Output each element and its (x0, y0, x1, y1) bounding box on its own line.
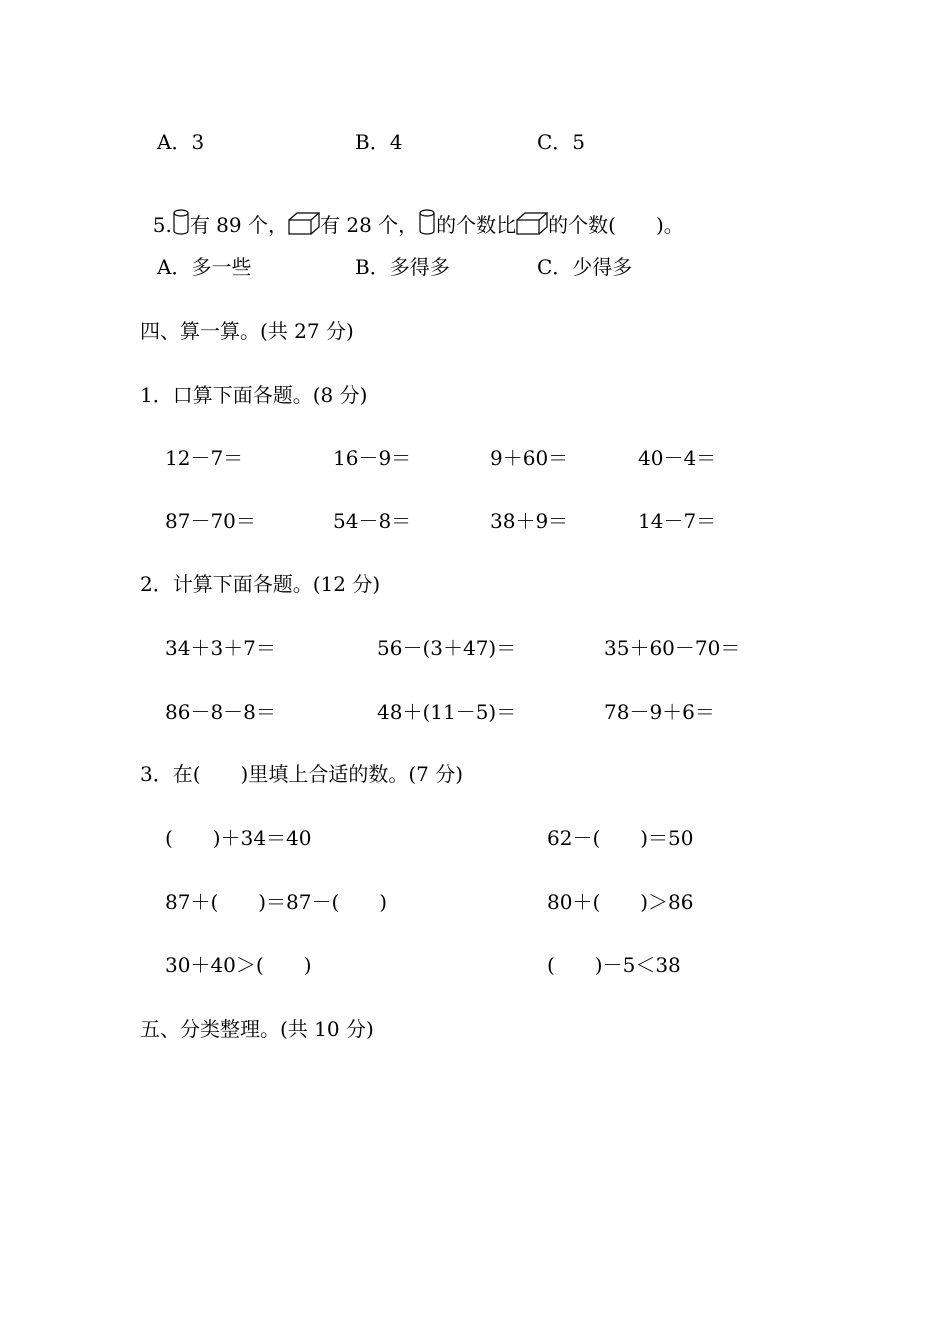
s4-q1-r1-c4: 40－4＝ (638, 446, 717, 470)
s4-q2-r1-c3: 35＋60－70＝ (604, 636, 741, 660)
cuboid-icon (516, 212, 548, 239)
section-4-title: 四、算一算。(共 27 分) (140, 319, 354, 343)
s4-q1-r1-c3: 9＋60＝ (490, 446, 569, 470)
q5-text-1: 有 89 个， (189, 213, 288, 237)
q5-text-3: 的个数比 (436, 213, 517, 237)
s4-q2-r1-c1: 34＋3＋7＝ (165, 636, 276, 660)
s4-q2-r2-c1: 86－8－8＝ (165, 700, 276, 724)
s4-q2-r1-c2: 56－(3＋47)＝ (377, 636, 517, 660)
s4-q2-title: 2．计算下面各题。(12 分) (140, 572, 381, 596)
s4-q1-r2-c4: 14－7＝ (638, 509, 717, 533)
s4-q3-r3-c1: 30＋40＞( ) (165, 953, 312, 977)
q5-text-4: 的个数( )。 (548, 213, 684, 237)
q5-text-2: 有 28 个， (319, 213, 419, 237)
s4-q2-r2-c2: 48＋(11－5)＝ (377, 700, 517, 724)
q5-number: 5. (152, 213, 172, 237)
s4-q1-r2-c2: 54－8＝ (333, 509, 412, 533)
q4-option-a: A．3 (157, 130, 205, 154)
s4-q2-r2-c3: 78－9＋6＝ (604, 700, 715, 724)
q4-option-c: C．5 (537, 130, 586, 154)
s4-q3-r2-c2: 80＋( )＞86 (547, 890, 694, 914)
s4-q1-r1-c2: 16－9＝ (333, 446, 412, 470)
q5-option-b: B．多得多 (355, 255, 450, 279)
s4-q3-r3-c2: ( )－5＜38 (547, 953, 681, 977)
q5-option-c: C．少得多 (537, 255, 633, 279)
s4-q3-r2-c1: 87＋( )＝87－( ) (165, 890, 388, 914)
section-5-title: 五、分类整理。(共 10 分) (140, 1017, 374, 1041)
s4-q1-title: 1．口算下面各题。(8 分) (140, 383, 368, 407)
s4-q3-r1-c1: ( )＋34＝40 (165, 826, 312, 850)
s4-q1-r2-c1: 87－70＝ (165, 509, 256, 533)
cylinder-icon (172, 208, 190, 239)
cuboid-icon (288, 212, 320, 239)
s4-q3-title: 3．在( )里填上合适的数。(7 分) (140, 762, 464, 786)
q5-option-a: A．多一些 (157, 255, 252, 279)
s4-q3-r1-c2: 62－( )＝50 (547, 826, 694, 850)
s4-q1-r2-c3: 38＋9＝ (490, 509, 569, 533)
q5-question (140, 188, 684, 239)
s4-q1-r1-c1: 12－7＝ (165, 446, 244, 470)
q4-option-b: B．4 (355, 130, 403, 154)
cylinder-icon (418, 208, 436, 239)
